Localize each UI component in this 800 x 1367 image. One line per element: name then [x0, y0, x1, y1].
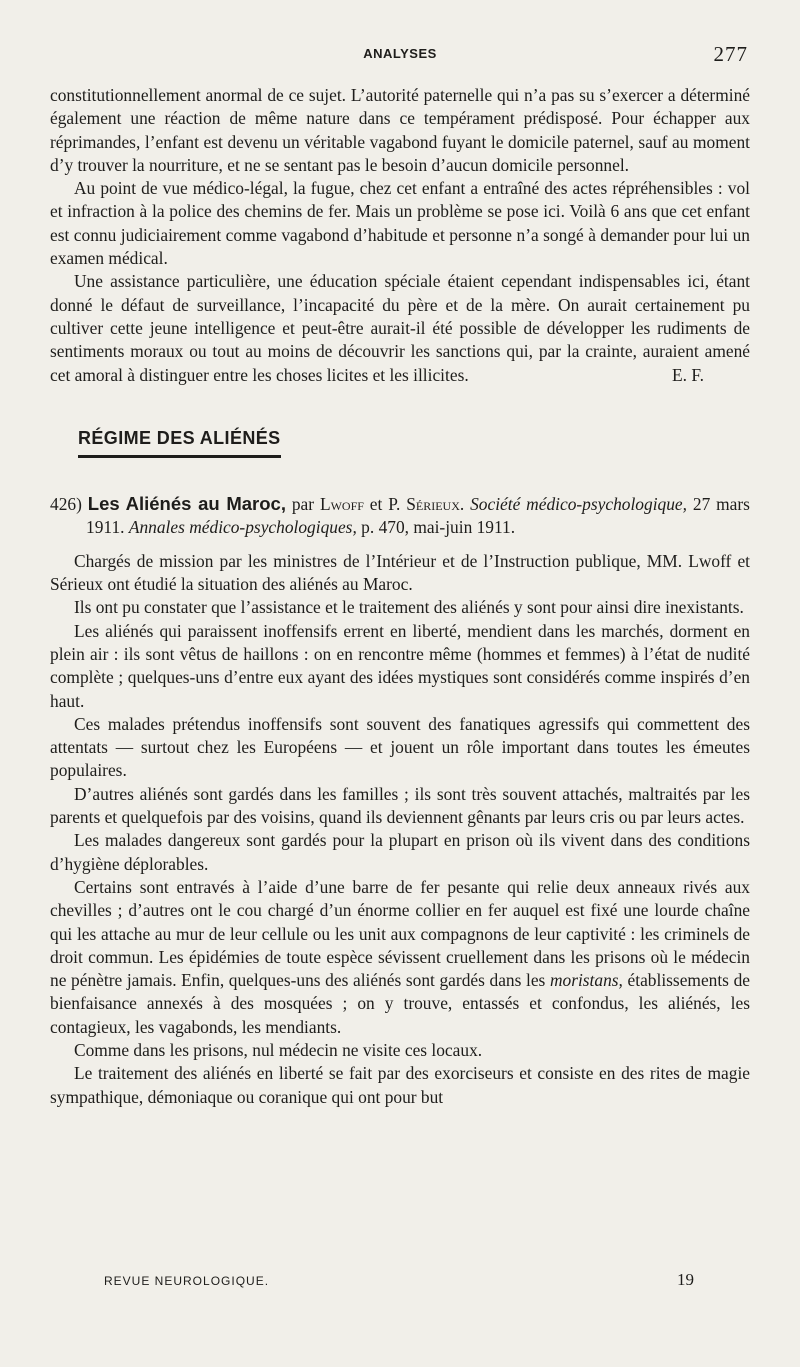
section-title: RÉGIME DES ALIÉNÉS [78, 427, 281, 458]
paragraph: Les malades dangereux sont gardés pour la plupart en prison où ils vivent dans des conditions d’hygiène déplorables. [50, 830, 750, 874]
entry-journal: Annales médico-psychologiques, [128, 517, 357, 538]
paragraph: Ils ont pu constater que l’assistance et le traitement des aliénés y sont pour ainsi dire inexistants. [74, 597, 744, 618]
running-head: ANALYSES [363, 46, 437, 61]
paragraph-text: établissements de bienfaisance annexés à des mosquées ; on y trouve, entassés et confondus, les aliénés, les contagieux, les vagabonds, les mendiants. [50, 970, 750, 1037]
entry-by: par [291, 494, 315, 515]
entry-and: et [369, 494, 383, 515]
page-body [50, 84, 750, 1109]
bibliographic-entry [50, 492, 750, 540]
paragraph [50, 270, 750, 386]
entry-date: 27 mars 1911. [86, 494, 750, 538]
footer-journal: REVUE NEUROLOGIQUE. [104, 1274, 270, 1288]
paragraph-text: Certains sont entravés à l’aide d’une barre de fer pesante qui relie deux anneaux rivés aux chevilles ; d’autres ont le cou chargé d’un énorme collier en fer auquel est fixé une lourde chaîne qui les attache au mur de leur cellule ou les unit aux compagnons de leur captivité : les criminels de droit commun. Les épidémies de toute espèce sévissent cruellement dans les prisons où le médecin ne pénètre jamais. Enfin, quelques-uns des aliénés sont gardés dans les [50, 876, 750, 991]
paragraph: Ces malades prétendus inoffensifs sont souvent des fanatiques agressifs qui commettent des attentats — surtout chez les Européens — et jouent un rôle important dans toutes les émeutes populaires. [50, 713, 750, 781]
entry-pages: p. 470, mai-juin 1911. [361, 517, 516, 538]
page-footer [104, 1270, 694, 1292]
paragraph: Chargés de mission par les ministres de l’Intérieur et de l’Instruction publique, MM. Lwoff et Sérieux ont étudié la situation des aliénés au Maroc. [50, 550, 750, 595]
paragraph-text: Une assistance particulière, une éducation spéciale étaient cependant indispensables ici, étant donné le défaut de surveillance, l’incapacité du père et de la mère. On aurait certainement pu cultiver cette jeune intelligence et peut-être aurait-il été possible de développer les rudiments de sentiments moraux ou tout au moins de découvrir les sanctions qui, par la crainte, auraient amené cet amoral à distinguer entre les choses licites et les illicites. [50, 271, 750, 385]
entry-author: P. Sérieux. [388, 494, 465, 515]
footer-signature-mark: 19 [677, 1270, 694, 1289]
paragraph: D’autres aliénés sont gardés dans les familles ; ils sont très souvent attachés, maltraités par les parents et quelquefois par des voisins, quand ils deviennent gênants par leurs cris ou par leurs actes. [50, 783, 750, 828]
entry-title: Les Aliénés au Maroc, [87, 493, 286, 515]
page-number: 277 [713, 42, 748, 66]
paragraph: Le traitement des aliénés en liberté se fait par des exorciseurs et consiste en des rites de magie sympathique, démoniaque ou coranique qui ont pour but [50, 1063, 750, 1107]
paragraph [50, 876, 750, 1039]
paragraph: constitutionnellement anormal de ce sujet. L’autorité paternelle qui n’a pas su s’exercer a déterminé également une réaction de même nature dans ce tempérament prédisposé. Pour échapper aux réprimandes, l’enfant est devenu un véritable vagabond fuyant le domicile paternel, sauf au moment d’y trouver la nourriture, et ne se sentant pas le besoin d’aucun domicile personnel. [50, 85, 750, 175]
paragraph: Les aliénés qui paraissent inoffensifs errent en liberté, mendient dans les marchés, dorment en plein air : ils sont vêtus de haillons : on en rencontre même (hommes et femmes) à l’état de nudité complète ; quelques-uns d’entre eux ayant des idées mystiques sont considérés comme inspirés d’en haut. [50, 620, 750, 711]
page-header [50, 42, 750, 70]
paragraph: Au point de vue médico-légal, la fugue, chez cet enfant a entraîné des actes répréhensibles : vol et infraction à la police des chemins de fer. Mais un problème se pose ici. Voilà 6 ans que cet enfant est connu judiciairement comme vagabond d’habitude et personne n’a songé à demander pour lui un examen médical. [50, 178, 750, 269]
italic-term: moristans, [549, 970, 623, 991]
entry-journal: Société médico-psychologique, [470, 494, 687, 515]
entry-number: 426) [50, 494, 82, 515]
paragraph: Comme dans les prisons, nul médecin ne visite ces locaux. [74, 1039, 483, 1060]
analysis-signature: E. F. [672, 364, 704, 385]
entry-author: Lwoff [319, 494, 364, 515]
entry-body [50, 550, 750, 1109]
